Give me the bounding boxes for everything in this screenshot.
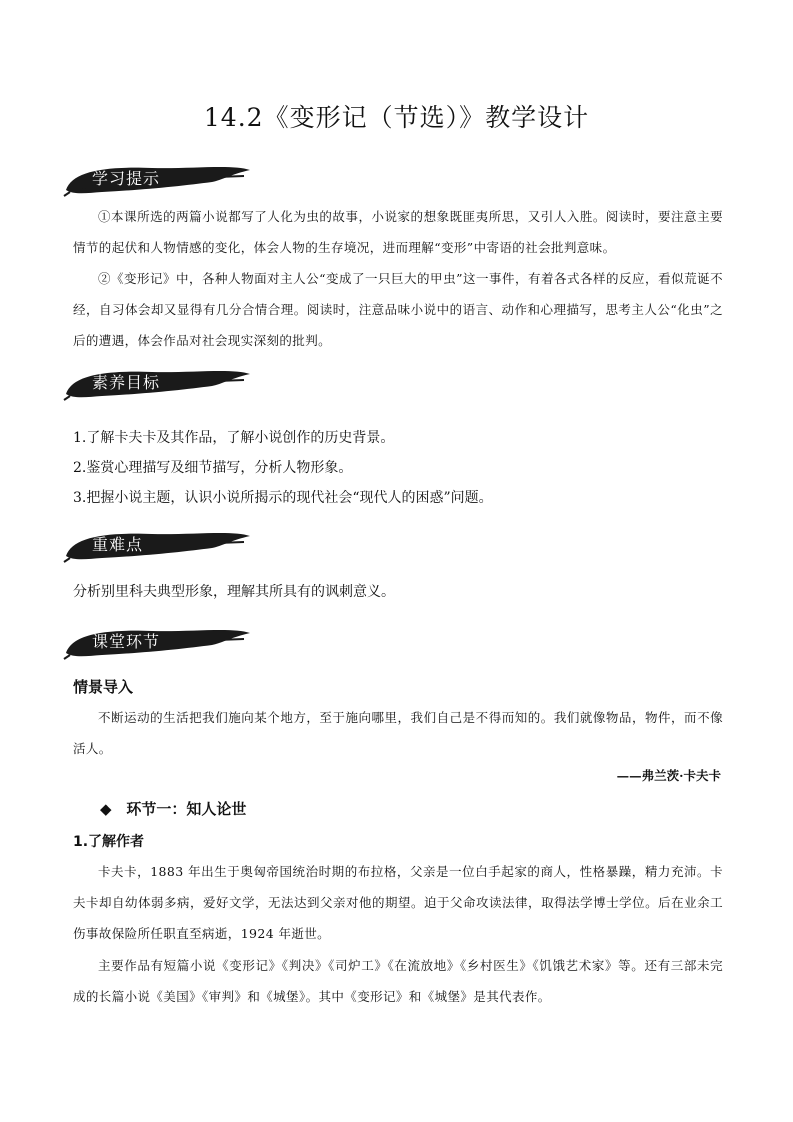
stage-1-heading (100, 798, 246, 819)
tips-paragraph-2: ②《变形记》中，各种人物面对主人公“变成了一只巨大的甲虫”这一事件，有着各式各样的反应，看似荒诞不经，自习体会却又显得有几分合情合理。阅读时，注意品味小说中的语言、动作和心理描写，思考主人公“化虫”之后的遭遇，体会作品对社会现实深刻的批判。 (73, 271, 723, 348)
goal-item-3: 3.把握小说主题，认识小说所揭示的现代社会“现代人的困惑”问题。 (73, 490, 493, 506)
section-header-tips (62, 160, 252, 198)
diamond-bullet-icon: ◆ (100, 800, 112, 818)
stage-1-title: 环节一：知人论世 (126, 800, 247, 818)
sub-1-title: 1.了解作者 (73, 834, 145, 850)
section-header-goals (62, 364, 252, 402)
intro-quote-source: ——弗兰茨·卡夫卡 (616, 768, 721, 783)
section-title: 课堂环节 (92, 632, 161, 651)
section-title: 学习提示 (92, 169, 161, 188)
goal-item-2: 2.鉴赏心理描写及细节描写，分析人物形象。 (73, 460, 353, 476)
section-header-class (62, 623, 252, 661)
section-title: 重难点 (92, 535, 144, 554)
author-paragraph-2: 主要作品有短篇小说《变形记》《判决》《司炉工》《在流放地》《乡村医生》《饥饿艺术家》等。还有三部未完成的长篇小说《美国》《审判》和《城堡》。其中《变形记》和《城堡》是其代表作。 (73, 958, 723, 1004)
section-title: 素养目标 (92, 373, 161, 392)
tips-paragraph-1: ①本课所选的两篇小说都写了人化为虫的故事，小说家的想象既匪夷所思，又引人入胜。阅读时，要注意主要情节的起伏和人物情感的变化，体会人物的生存境况，进而理解“变形”中寄语的社会批判意味。 (73, 209, 723, 255)
intro-text: 不断运动的生活把我们施向某个地方，至于施向哪里，我们自己是不得而知的。我们就像物品，物件，而不像活人。 (73, 710, 723, 756)
author-paragraph-1: 卡夫卡，1883 年出生于奥匈帝国统治时期的布拉格，父亲是一位白手起家的商人，性格暴躁，精力充沛。卡夫卡却自幼体弱多病，爱好文学，无法达到父亲对他的期望。迫于父命攻读法律，取得法学博士学位。后在业余工伤事故保险所任职直至病逝，1924 年逝世。 (73, 864, 723, 941)
goal-item-1: 1.了解卡夫卡及其作品，了解小说创作的历史背景。 (73, 430, 395, 446)
section-header-key (62, 526, 252, 564)
key-points-text: 分析别里科夫典型形象，理解其所具有的讽刺意义。 (73, 584, 395, 600)
page-title: 14.2《变形记（节选）》教学设计 (203, 103, 590, 132)
intro-title: 情景导入 (73, 678, 134, 696)
brush-stroke-icon (62, 526, 252, 564)
